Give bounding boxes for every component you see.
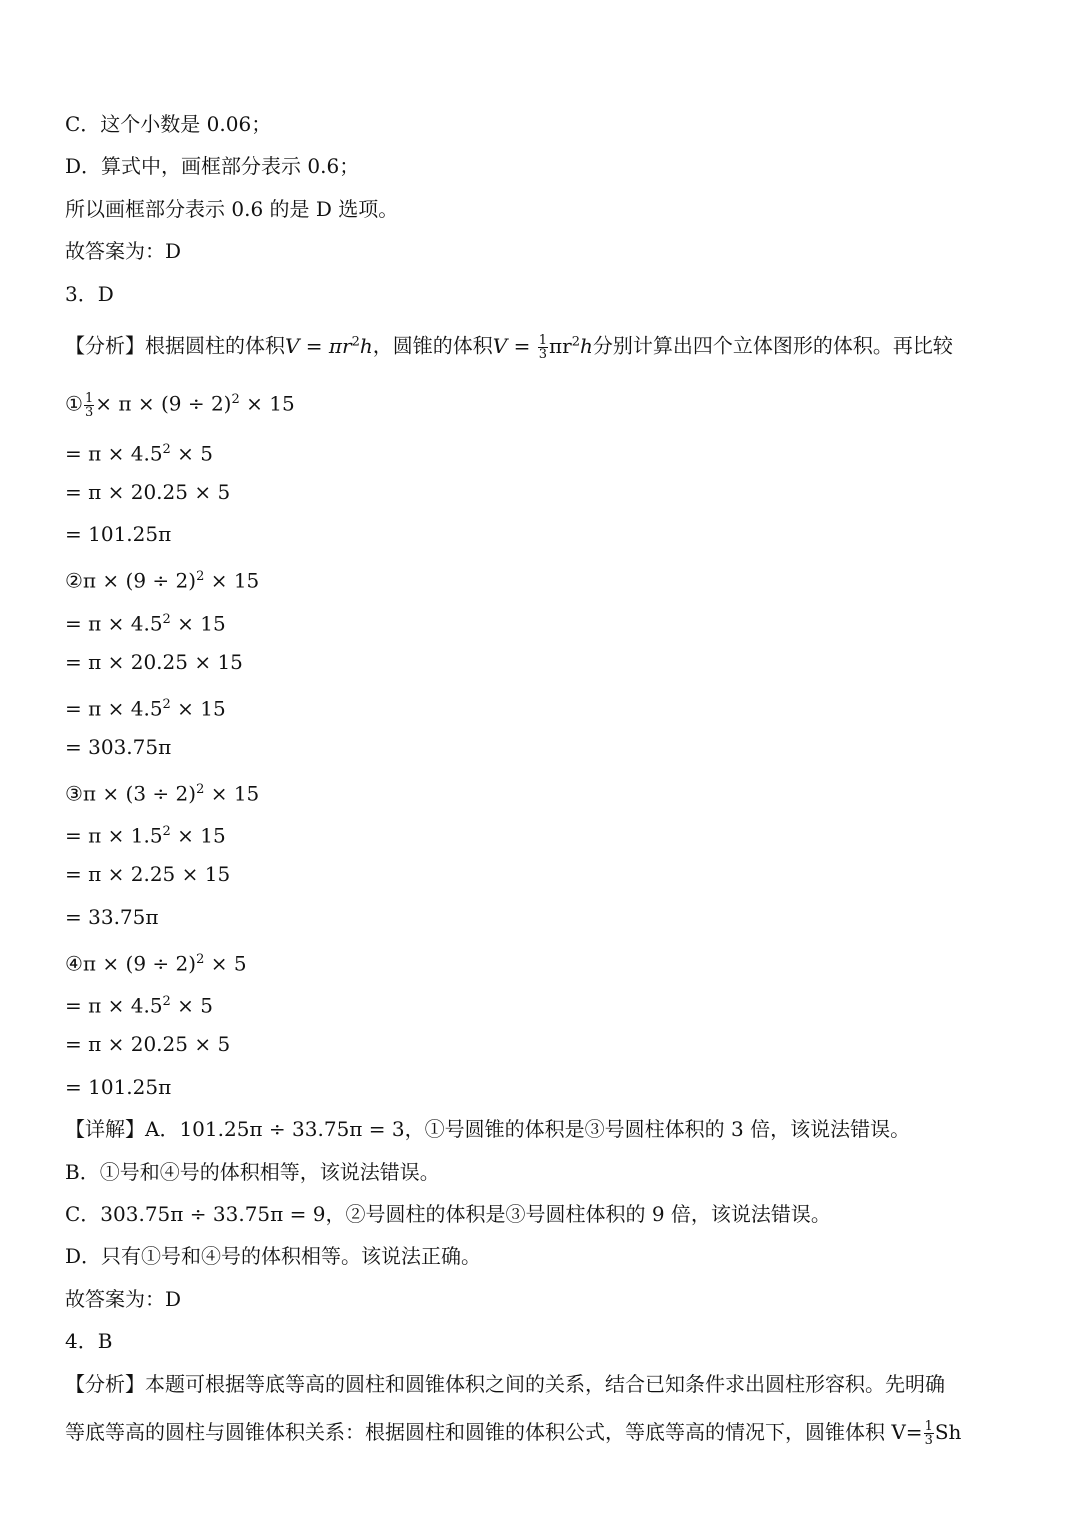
step-3a-exp: 2 [162,824,171,839]
step-2c-tail: × 15 [170,696,226,721]
step-3a-tail: × 15 [170,823,226,848]
step-1a-text: = π × 4.5 [65,441,163,466]
frac-den: 3 [538,346,547,362]
calc-1-fraction [84,392,94,419]
cone-exp: 2 [571,334,580,349]
step-1a-exp: 2 [162,442,171,457]
step-4b: = π × 20.25 × 5 [65,1032,231,1056]
detail-b: B．①号和④号的体积相等，该说法错误。 [65,1160,440,1184]
detail-a: 【详解】A．101.25π ÷ 33.75π = 3，①号圆锥的体积是③号圆柱体积的 3 倍，该说法错误。 [65,1117,911,1141]
option-c-text: C．这个小数是 0.06； [65,112,272,136]
step-4a-text: = π × 4.5 [65,993,163,1018]
step-4a-exp: 2 [162,994,171,1009]
analysis-4-frac-num: 1 [924,1419,933,1434]
calc-1 [65,386,1020,419]
calc-1-frac-den: 3 [84,404,94,420]
step-2c-exp: 2 [162,697,171,712]
detail-c: C．303.75π ÷ 33.75π = 9，②号圆柱的体积是③号圆柱体积的 9 倍，该说法错误。 [65,1202,831,1226]
step-2c-text: = π × 4.5 [65,696,163,721]
analysis-3-suffix: 分别计算出四个立体图形的体积。再比较 [592,333,953,358]
step-3c: = 33.75π [65,905,159,929]
cone-tail: πr [549,333,572,358]
calc-2-exp: 2 [196,569,205,584]
calc-2-text: ②π × (9 ÷ 2) [65,568,197,593]
frac-num: 1 [538,332,547,348]
analysis-4-fraction [924,1420,934,1447]
calc-1-label: ① [65,391,83,416]
calc-4-exp: 2 [196,952,205,967]
cone-v: V = [492,333,537,358]
cyl-h: h [359,333,373,358]
step-4c: = 101.25π [65,1075,172,1099]
calc-2-tail: × 15 [204,568,260,593]
one-third-fraction [538,334,548,361]
step-2a-tail: × 15 [170,611,226,636]
analysis-4-b-text: 等底等高的圆柱与圆锥体积关系：根据圆柱和圆锥的体积公式，等底等高的情况下，圆锥体积 V= [65,1420,923,1444]
calc-4 [65,946,1020,978]
cylinder-formula [285,334,373,358]
analysis-4: 【分析】本题可根据等底等高的圆柱和圆锥体积之间的关系，结合已知条件求出圆柱形容积。先明确 [65,1372,945,1396]
cone-h: h [580,333,593,358]
step-1c: = 101.25π [65,522,172,546]
analysis-4-line-2 [65,1418,1020,1447]
step-2d: = 303.75π [65,735,172,759]
step-2a-text: = π × 4.5 [65,611,163,636]
detail-d: D．只有①号和④号的体积相等。该说法正确。 [65,1244,482,1268]
calc-3-exp: 2 [196,782,205,797]
step-3a-text: = π × 1.5 [65,823,163,848]
calc-3 [65,776,1020,808]
question-4-answer: 4．B [65,1329,113,1353]
calc-3-text: ③π × (3 ÷ 2) [65,781,197,806]
analysis-3-mid: ，圆锥的体积 [372,333,493,358]
step-2c [65,691,1020,723]
calc-2 [65,563,1020,595]
analysis-3 [65,328,1020,361]
step-3a [65,818,1020,850]
calc-3-tail: × 15 [204,781,260,806]
analysis-4-b-tail: Sh [934,1420,962,1444]
calc-1-tail: × 15 [239,391,295,416]
analysis-4-frac-den: 3 [924,1433,933,1448]
calc-1-frac-num: 1 [84,390,94,406]
step-2a-exp: 2 [162,612,171,627]
conclusion-text: 所以画框部分表示 0.6 的是 D 选项。 [65,197,399,221]
step-4a-tail: × 5 [170,993,214,1018]
cone-formula [492,332,593,362]
answer-2: 故答案为：D [65,239,182,263]
question-3-answer: 3．D [65,282,114,306]
option-d-text: D．算式中，画框部分表示 0.6； [65,154,360,178]
step-4a [65,988,1020,1020]
calc-4-tail: × 5 [204,951,247,976]
cyl-v: V = πr [285,333,352,358]
step-1a-tail: × 5 [170,441,214,466]
step-1b: = π × 20.25 × 5 [65,480,231,504]
step-1a [65,436,1020,468]
step-3b: = π × 2.25 × 15 [65,862,231,886]
cyl-exp: 2 [351,334,360,349]
calc-4-text: ④π × (9 ÷ 2) [65,951,197,976]
answer-3: 故答案为：D [65,1287,182,1311]
calc-1-rest: × π × (9 ÷ 2) [95,391,232,416]
step-2b: = π × 20.25 × 15 [65,650,243,674]
calc-1-exp: 2 [231,392,240,407]
analysis-3-prefix: 【分析】根据圆柱的体积 [65,333,285,358]
step-2a [65,606,1020,638]
